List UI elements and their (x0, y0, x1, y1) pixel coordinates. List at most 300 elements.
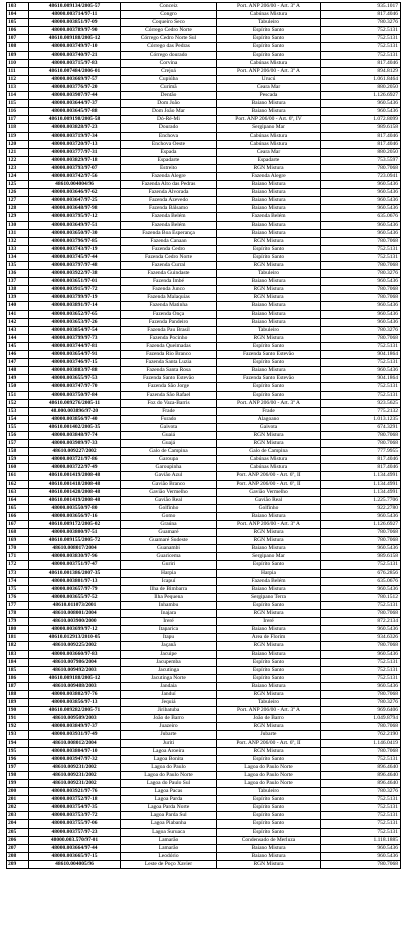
process-code: 48000.003669/97-57 (29, 75, 121, 83)
row-number: 150 (7, 383, 29, 391)
process-code: 48000.003699/97-12 (29, 626, 121, 634)
price-value: 780.7068 (321, 262, 401, 270)
price-value: 780.7068 (321, 237, 401, 245)
table-row (7, 804, 401, 812)
price-value: 635.0676 (321, 577, 401, 585)
field-name: Gavião Branco (121, 480, 217, 488)
row-number: 157 (7, 440, 29, 448)
reference-oil: Espírito Santo (217, 755, 321, 763)
process-code: 48610.009188/2005-12 (29, 35, 121, 43)
field-name: Garoupa (121, 456, 217, 464)
row-number: 130 (7, 221, 29, 229)
process-code: 48610.001419/2008-48 (29, 472, 121, 480)
table-row (7, 189, 401, 197)
price-value: 780.1512 (321, 593, 401, 601)
reference-oil: Baiano Mistura (217, 181, 321, 189)
table-row (7, 11, 401, 19)
table-row (7, 771, 401, 779)
reference-oil: Espadarte (217, 156, 321, 164)
field-name: Jacutinga (121, 666, 217, 674)
process-code: 48000.003652/97-65 (29, 310, 121, 318)
process-code: 48000.003665/97-15 (29, 852, 121, 860)
price-value: 960.5436 (321, 302, 401, 310)
table-row (7, 464, 401, 472)
reference-oil: Port. ANP 206/00 - Art. 6º, II (217, 739, 321, 747)
process-code: 48610.009198/2005-58 (29, 116, 121, 124)
price-value: 752.5131 (321, 601, 401, 609)
reference-oil: Espírito Santo (217, 601, 321, 609)
row-number: 198 (7, 771, 29, 779)
reference-oil: Gavião Real (217, 496, 321, 504)
process-code: 48000.003755/97-06 (29, 820, 121, 828)
table-row (7, 440, 401, 448)
reference-oil: Espírito Santo (217, 27, 321, 35)
price-value: 780.7068 (321, 537, 401, 545)
table-row (7, 456, 401, 464)
process-code: 48000.003830/97-96 (29, 553, 121, 561)
table-row (7, 715, 401, 723)
row-number: 180 (7, 626, 29, 634)
table-row (7, 763, 401, 771)
table-row (7, 577, 401, 585)
reference-oil: RGN Mistura (217, 860, 321, 868)
field-name: Galo de Campina (121, 448, 217, 456)
row-number: 146 (7, 351, 29, 359)
field-name: Dó-Ré-Mi (121, 116, 217, 124)
process-code: 48000.003654/97-91 (29, 351, 121, 359)
table-row (7, 601, 401, 609)
price-value: 1.013.1235 (321, 415, 401, 423)
field-name: Fazenda Rio Branco (121, 351, 217, 359)
reference-oil: Lagoa do Paulo Norte (217, 763, 321, 771)
price-value: 780.7068 (321, 690, 401, 698)
process-code: 48000.003722/97-49 (29, 464, 121, 472)
price-value: 780.7068 (321, 334, 401, 342)
price-value: 1.146.0419 (321, 739, 401, 747)
row-number: 203 (7, 812, 29, 820)
reference-oil: Espírito Santo (217, 51, 321, 59)
table-row (7, 448, 401, 456)
field-name: Fazenda Alvorada (121, 189, 217, 197)
field-name: Lamarão (121, 836, 217, 844)
table-row (7, 796, 401, 804)
field-name: Córrego Cedro Norte Sul (121, 35, 217, 43)
field-name: Fazenda Boa Esperança (121, 229, 217, 237)
table-row (7, 302, 401, 310)
reference-oil: Cabúnas Mistura (217, 464, 321, 472)
process-code: 48000.003745/97-44 (29, 253, 121, 261)
row-number: 188 (7, 690, 29, 698)
reference-oil: Gavião Vermelho (217, 488, 321, 496)
table-row (7, 707, 401, 715)
price-value: 1.126.6927 (321, 521, 401, 529)
price-value: 752.5131 (321, 342, 401, 350)
field-name: Gavião Real (121, 496, 217, 504)
reference-oil: RGN Mistura (217, 440, 321, 448)
reference-oil: Espírito Santo (217, 359, 321, 367)
reference-oil: Baiano Mistura (217, 852, 321, 860)
field-name: Lagoa Parda (121, 796, 217, 804)
process-code: 48610.012913/2010-05 (29, 634, 121, 642)
process-code: 48000.003656/97-16 (29, 512, 121, 520)
price-value: 960.5436 (321, 626, 401, 634)
row-number: 202 (7, 804, 29, 812)
row-number: 110 (7, 59, 29, 67)
table-row (7, 852, 401, 860)
table-row (7, 116, 401, 124)
reference-oil: Sergipano Mar (217, 553, 321, 561)
table-row (7, 181, 401, 189)
reference-oil: Espírito Santo (217, 812, 321, 820)
reference-oil: Fazenda Santo Estevão (217, 351, 321, 359)
reference-oil: RGN Mistura (217, 334, 321, 342)
row-number: 206 (7, 836, 29, 844)
field-name: Curimã (121, 83, 217, 91)
process-code: 48000.003829/97-18 (29, 156, 121, 164)
row-number: 129 (7, 213, 29, 221)
price-value: 752.5131 (321, 51, 401, 59)
table-row (7, 642, 401, 650)
reference-oil: Cabúnas Mistura (217, 59, 321, 67)
table-row (7, 205, 401, 213)
row-number: 128 (7, 205, 29, 213)
row-number: 201 (7, 796, 29, 804)
table-row (7, 100, 401, 108)
reference-oil: Sergipano Mar (217, 124, 321, 132)
table-row (7, 755, 401, 763)
price-value: 780.3276 (321, 788, 401, 796)
table-row (7, 860, 401, 868)
price-value: 762.2190 (321, 731, 401, 739)
field-name: Fazenda São Jorge (121, 383, 217, 391)
reference-oil: Tabuleiro (217, 699, 321, 707)
row-number: 133 (7, 245, 29, 253)
process-code: 48610.004004/96 (29, 181, 121, 189)
row-number: 138 (7, 286, 29, 294)
process-code: 48000.003644/97-37 (29, 100, 121, 108)
row-number: 106 (7, 27, 29, 35)
price-value: 1.061.8464 (321, 75, 401, 83)
table-row (7, 472, 401, 480)
process-code: 48000.003915/97-72 (29, 286, 121, 294)
price-value: 752.5131 (321, 561, 401, 569)
field-name: Garoupinha (121, 464, 217, 472)
field-name: Fazenda Canaan (121, 237, 217, 245)
table-row (7, 51, 401, 59)
table-row (7, 618, 401, 626)
row-number: 135 (7, 262, 29, 270)
field-name: Conceiz (121, 3, 217, 11)
reference-oil: Fazenda Belém (217, 577, 321, 585)
process-code: 48000.003777/97-31 (29, 148, 121, 156)
reference-oil: Baiano Mistura (217, 585, 321, 593)
process-code: 48610.009225/2002 (29, 642, 121, 650)
field-name: Dourado (121, 124, 217, 132)
row-number: 209 (7, 860, 29, 868)
reference-oil: Harpia (217, 569, 321, 577)
price-value: 1.225.7706 (321, 496, 401, 504)
price-value: 752.5131 (321, 828, 401, 836)
table-row (7, 780, 401, 788)
row-number: 159 (7, 456, 29, 464)
table-row (7, 739, 401, 747)
price-value: 817.4046 (321, 464, 401, 472)
price-value: 817.4046 (321, 11, 401, 19)
reference-oil: Baiano Mistura (217, 205, 321, 213)
process-code: 48000.003647/97-25 (29, 197, 121, 205)
row-number: 121 (7, 148, 29, 156)
process-code: 48000.003649/97-51 (29, 221, 121, 229)
row-number: 208 (7, 852, 29, 860)
price-value: 780.7068 (321, 440, 401, 448)
field-name: Dentão (121, 92, 217, 100)
field-name: Fazenda Santa Luzia (121, 359, 217, 367)
row-number: 109 (7, 51, 29, 59)
row-number: 192 (7, 723, 29, 731)
table-row (7, 270, 401, 278)
table-row (7, 326, 401, 334)
table-row (7, 278, 401, 286)
process-code: 48000.003753/97-72 (29, 812, 121, 820)
reference-oil: Baiano Mistura (217, 512, 321, 520)
reference-oil: Port. ANP 206/00 - Art. 6º, II (217, 472, 321, 480)
process-code: 48610.009231/2002 (29, 780, 121, 788)
reference-oil: Cabúnas Mistura (217, 11, 321, 19)
field-name: Guriri (121, 561, 217, 569)
table-row (7, 699, 401, 707)
field-name: Jequiá (121, 699, 217, 707)
reference-oil: Fazenda Santo Estevão (217, 375, 321, 383)
process-code: 48000.003720/97-13 (29, 140, 121, 148)
field-name: Fazenda Malaquias (121, 294, 217, 302)
process-code: 48000.003746/97-15 (29, 359, 121, 367)
price-value: 780.7068 (321, 747, 401, 755)
row-number: 165 (7, 504, 29, 512)
field-name: Fazenda Queimadas (121, 342, 217, 350)
price-value: 904.1864 (321, 375, 401, 383)
row-number: 136 (7, 270, 29, 278)
row-number: 115 (7, 100, 29, 108)
field-name: Cupiúba (121, 75, 217, 83)
field-name: Jaçanã (121, 642, 217, 650)
process-code: 48000.003776/97-20 (29, 83, 121, 91)
field-name: Lagoa do Paulo Sul (121, 780, 217, 788)
table-row (7, 245, 401, 253)
reference-oil: João de Barro (217, 715, 321, 723)
row-number: 197 (7, 763, 29, 771)
process-code: 48000.003856/97-40 (29, 415, 121, 423)
row-number: 145 (7, 342, 29, 350)
row-number: 186 (7, 674, 29, 682)
field-name: Harpia (121, 569, 217, 577)
field-name: Fazenda Alegre (121, 172, 217, 180)
row-number: 171 (7, 553, 29, 561)
price-value: 960.5436 (321, 844, 401, 852)
process-code: 48000.003743/97-19 (29, 245, 121, 253)
row-number: 170 (7, 545, 29, 553)
price-value: 780.7068 (321, 431, 401, 439)
reference-oil: Fazenda Belém (217, 213, 321, 221)
price-value: 752.5131 (321, 27, 401, 35)
field-name: Jiribatuba (121, 707, 217, 715)
field-name: Guamaré Sudeste (121, 537, 217, 545)
field-name: Congro (121, 11, 217, 19)
price-value: 960.5436 (321, 512, 401, 520)
field-name: Jacutinga Norte (121, 674, 217, 682)
price-value: 752.5131 (321, 796, 401, 804)
row-number: 111 (7, 67, 29, 75)
row-number: 175 (7, 585, 29, 593)
reference-oil: Baiano Mistura (217, 318, 321, 326)
price-value: 960.5436 (321, 229, 401, 237)
reference-oil: Port. ANP 206/00 - Art. 3º A (217, 3, 321, 11)
price-value: 780.3276 (321, 326, 401, 334)
field-name: Fazenda Bálsamo (121, 205, 217, 213)
field-name: Fazenda Curral (121, 262, 217, 270)
reference-oil: Espírito Santo (217, 658, 321, 666)
price-value: 752.5131 (321, 245, 401, 253)
row-number: 177 (7, 601, 29, 609)
process-code: 48000.003891/97-14 (29, 302, 121, 310)
table-row (7, 213, 401, 221)
process-code: 48000.003715/97-83 (29, 59, 121, 67)
field-name: Guanambi (121, 545, 217, 553)
table-row (7, 391, 401, 399)
price-value: 923.5625 (321, 399, 401, 407)
price-value: 969.6406 (321, 707, 401, 715)
reference-oil: RGN Mistura (217, 610, 321, 618)
field-name: Fazenda Matinha (121, 302, 217, 310)
table-row (7, 521, 401, 529)
row-number: 152 (7, 399, 29, 407)
row-number: 161 (7, 472, 29, 480)
row-number: 207 (7, 844, 29, 852)
process-code: 48000.003856/97-13 (29, 699, 121, 707)
reference-oil: Espírito Santo (217, 804, 321, 812)
field-name: Ireré (121, 618, 217, 626)
reference-oil: Frade (217, 407, 321, 415)
reference-oil: RGN Mistura (217, 642, 321, 650)
process-code: 48610.009488/2003 (29, 682, 121, 690)
process-code: 48000.003721/97-86 (29, 456, 121, 464)
table-row (7, 504, 401, 512)
reference-oil: Ceara Mar (217, 148, 321, 156)
process-code: 48610.009492/2003 (29, 666, 121, 674)
table-row (7, 610, 401, 618)
table-row (7, 820, 401, 828)
reference-oil: Jubarte (217, 731, 321, 739)
price-value: 872.2134 (321, 618, 401, 626)
reference-oil: Fazenda Alegre (217, 172, 321, 180)
row-number: 105 (7, 19, 29, 27)
field-name: Lagoa Suruaca (121, 828, 217, 836)
table-row (7, 658, 401, 666)
table-row (7, 537, 401, 545)
table-row (7, 723, 401, 731)
reference-oil: Urucú (217, 75, 321, 83)
process-code: 48610.008001/2004 (29, 610, 121, 618)
process-code: 48000.003848/97-74 (29, 431, 121, 439)
table-row (7, 423, 401, 431)
reference-oil: Alagoano (217, 415, 321, 423)
row-number: 126 (7, 189, 29, 197)
field-name: Jacuipe (121, 650, 217, 658)
row-number: 200 (7, 788, 29, 796)
process-code: 48000.003648/97-98 (29, 205, 121, 213)
row-number: 195 (7, 747, 29, 755)
process-code: 48610.001420/2008-48 (29, 488, 121, 496)
row-number: 160 (7, 464, 29, 472)
reference-oil: Espírito Santo (217, 796, 321, 804)
row-number: 148 (7, 367, 29, 375)
price-value: 1.126.6927 (321, 92, 401, 100)
price-value: 780.7068 (321, 610, 401, 618)
price-value: 817.4046 (321, 59, 401, 67)
process-code: 48000.003849/97-37 (29, 723, 121, 731)
process-code: 48610.003900/2000 (29, 618, 121, 626)
price-value: 780.7068 (321, 164, 401, 172)
reference-oil: Espírito Santo (217, 35, 321, 43)
row-number: 103 (7, 3, 29, 11)
field-name: Espada (121, 148, 217, 156)
reference-oil: Golfinho (217, 504, 321, 512)
process-code: 48000.003797/97-48 (29, 262, 121, 270)
price-value: 880.2050 (321, 148, 401, 156)
reference-oil: Tabuleiro (217, 326, 321, 334)
row-number: 156 (7, 431, 29, 439)
table-row (7, 593, 401, 601)
price-value: 960.5436 (321, 650, 401, 658)
field-name: Frade (121, 407, 217, 415)
field-name: Juriti (121, 739, 217, 747)
field-name: Fazenda Guindaste (121, 270, 217, 278)
process-code: 48000.003931/97-49 (29, 731, 121, 739)
price-value: 780.7068 (321, 529, 401, 537)
price-value: 817.4046 (321, 456, 401, 464)
reference-oil: Tabuleiro (217, 19, 321, 27)
field-name: Crejoá (121, 67, 217, 75)
reference-oil: Baiano Mistura (217, 100, 321, 108)
table-row (7, 431, 401, 439)
field-name: Graúna (121, 521, 217, 529)
row-number: 176 (7, 593, 29, 601)
table-row (7, 666, 401, 674)
reference-oil: RGN Mistura (217, 431, 321, 439)
reference-oil: Baiano Mistura (217, 229, 321, 237)
field-name: Fazenda São Rafael (121, 391, 217, 399)
table-row (7, 375, 401, 383)
process-code: 48000.003793/97-07 (29, 164, 121, 172)
field-name: Córrego Cedro Norte (121, 27, 217, 35)
process-code: 48000.003655/97-52 (29, 593, 121, 601)
table-row (7, 650, 401, 658)
field-name: Fazenda Pau Brasil (121, 326, 217, 334)
price-value: 676.2856 (321, 569, 401, 577)
process-code: 48000.003799/97-73 (29, 334, 121, 342)
row-number: 132 (7, 237, 29, 245)
table-row (7, 828, 401, 836)
row-number: 193 (7, 731, 29, 739)
table-row (7, 108, 401, 116)
row-number: 142 (7, 318, 29, 326)
field-name: Guamaré (121, 529, 217, 537)
table-row (7, 626, 401, 634)
row-number: 131 (7, 229, 29, 237)
field-name: Coqueiro Seco (121, 19, 217, 27)
field-name: Guaiá (121, 431, 217, 439)
process-code: 48610.008017/2004 (29, 545, 121, 553)
reference-oil: Baiano Mistura (217, 278, 321, 286)
